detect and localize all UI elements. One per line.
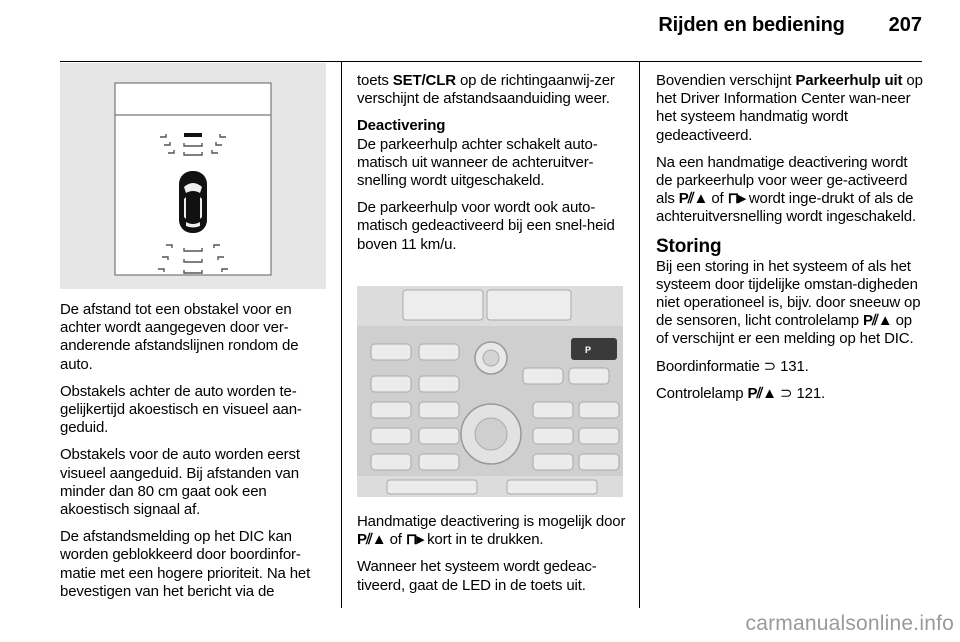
paragraph <box>357 513 627 549</box>
text: toets <box>357 72 393 89</box>
text: kort in te drukken. <box>423 531 544 549</box>
park-assist-icon: P⫽▲ <box>357 531 386 549</box>
paragraph <box>656 72 924 145</box>
section-title: Rijden en bediening <box>658 14 845 36</box>
park-assist-icon: P⫽▲ <box>747 384 776 402</box>
header-rule <box>60 61 922 62</box>
page-reference-link[interactable]: 121. <box>796 384 826 402</box>
paragraph <box>357 72 625 108</box>
paragraph: Wanneer het systeem wordt gedeac-tiveerd, gaat de LED in de toets uit. <box>357 558 597 594</box>
reference-arrow-icon: ⊃ <box>763 357 777 375</box>
column-3 <box>656 72 924 412</box>
paragraph: De afstand tot een obstakel voor en achter wordt aangegeven door ver-anderende afstandslijnen rondom de auto. <box>60 301 299 373</box>
text: Na een handmatige deactivering wordt de parkeerhulp voor weer ge-activeerd als <box>656 153 908 208</box>
column-divider-2 <box>639 62 640 608</box>
center-console-illustration <box>357 286 623 497</box>
figure-center-console <box>357 286 623 497</box>
page-header <box>658 14 922 54</box>
text: op of verschijnt er een melding op het DIC. <box>656 312 914 348</box>
park-sensor-icon: ⊓▸ <box>405 531 424 549</box>
dic-message: Parkeerhulp uit <box>795 72 903 89</box>
column-divider-1 <box>341 62 342 608</box>
paragraph: Obstakels achter de auto worden te-gelijkertijd akoestisch en visueel aan-geduid. <box>60 382 302 437</box>
paragraph: Obstakels voor de auto worden eerst visueel aangeduid. Bij afstanden van minder dan 80 cm gaat ook een akoestisch signaal af. <box>60 446 300 519</box>
reference-arrow-icon: ⊃ <box>780 384 793 402</box>
column-2-bottom <box>357 513 627 604</box>
park-assist-icon: P⫽▲ <box>678 190 708 208</box>
paragraph <box>656 154 924 227</box>
text: op het Driver Information Center wan-neer het systeem handmatig wordt gedeactiveerd. <box>656 72 923 144</box>
paragraph <box>656 358 924 376</box>
text: Handmatige deactivering is mogelijk door <box>357 513 626 530</box>
paragraph <box>656 385 924 403</box>
paragraph: De afstandsmelding op het DIC kan worden geblokkeerd door boordinfor-matie met een hogere prioriteit. Na het bevestigen van het bericht via de <box>60 528 311 600</box>
heading-storing: Storing <box>656 235 722 257</box>
text: op de richtingaanwij-zer verschijnt de afstandsaanduiding weer. <box>357 72 615 108</box>
park-assist-icon: P⫽▲ <box>862 312 892 330</box>
text: Bovendien verschijnt <box>656 72 796 89</box>
heading-deactivering: Deactivering <box>357 117 446 135</box>
page-number: 207 <box>888 14 922 36</box>
text: Boordinformatie <box>656 357 764 375</box>
paragraph <box>656 258 924 349</box>
text: Bij een storing in het systeem of als het systeem door tijdelijke omstan-digheden niet operationeel is, bijv. door sneeuw op de sensoren, licht controlelamp <box>656 257 921 330</box>
text: of <box>385 531 406 549</box>
button-label-set-clr: SET/CLR <box>392 72 456 89</box>
paragraph: De parkeerhulp voor wordt ook auto-matisch gedeactiveerd bij een snel-heid boven 11 km/u. <box>357 199 615 253</box>
watermark: carmanualsonline.info <box>745 612 954 635</box>
column-2-top <box>357 72 625 263</box>
text: wordt inge-drukt of als de achteruitversnelling wordt ingeschakeld. <box>656 190 916 226</box>
page-reference-link[interactable]: 131. <box>780 357 809 375</box>
svg-text:P: P <box>585 345 592 355</box>
text: of <box>707 190 728 208</box>
text: Controlelamp <box>656 384 748 402</box>
park-sensor-icon: ⊓▸ <box>727 190 745 208</box>
parking-display-illustration <box>60 63 326 289</box>
column-1 <box>60 301 328 610</box>
paragraph: De parkeerhulp achter schakelt auto-matisch uit wanneer de achteruitver-snelling wordt uitgeschakeld. <box>357 135 598 190</box>
figure-parking-display <box>60 63 326 289</box>
